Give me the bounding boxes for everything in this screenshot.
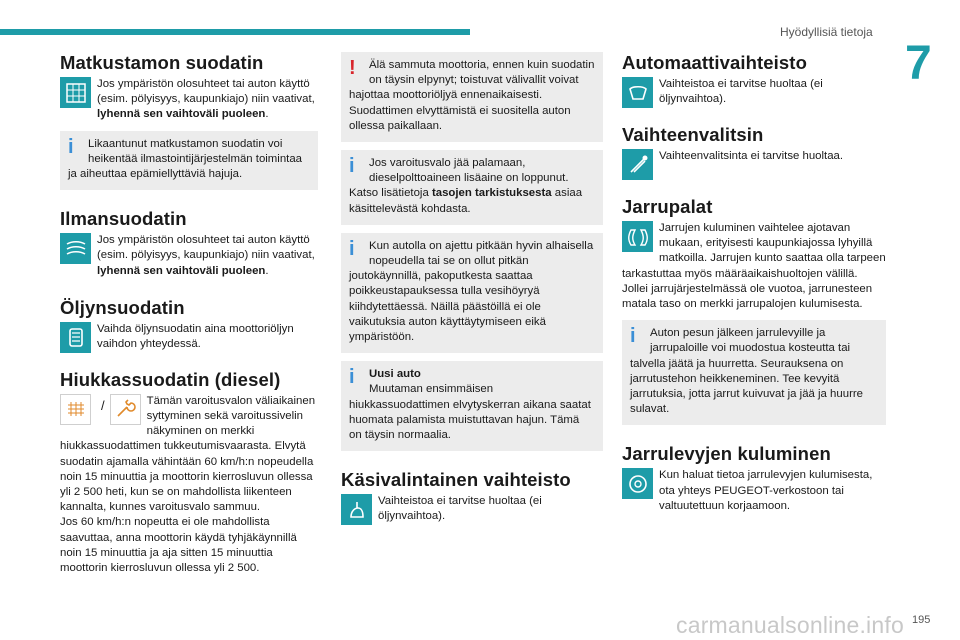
- info-icon: i: [349, 155, 355, 178]
- gearbox-icon: [622, 77, 653, 108]
- particle-filter-title: Hiukkassuodatin (diesel): [60, 368, 281, 390]
- manual-gearbox-title: Käsivalintainen vaihteisto: [341, 469, 571, 491]
- brake-info-box: i Auton pesun jälkeen jarrulevyille ja jarrupaloille voi muodostua kosteutta tai talvella jäätä ja huurretta. Seurauksena on jarrutustehon heikkeneminen. Tee kevyitä jarrutuksia, jotta jarrut kuivuvat ja jää ja huurre sulavat.: [622, 320, 886, 425]
- info-icon: i: [630, 325, 636, 348]
- cabin-filter-info-box: i Likaantunut matkustamon suodatin voi heikentää ilmastointijärjestelmän toimintaa ja aiheuttaa epämiellyttäviä hajuja.: [60, 131, 318, 191]
- info-icon: i: [68, 135, 74, 158]
- air-filter-para: Jos ympäristön olosuhteet tai auton käyttö (esim. pölyisyys, kaupunkiajo) niin vaativat, lyhennä sen vaihtoväli puoleen.: [60, 233, 318, 279]
- engine-warning-box: ! Älä sammuta moottoria, ennen kuin suodatin on täysin elpynyt; toistuvat välivallit voivat hajottaa moottoriöljyä ennenaikaisesti. Suodattimen elvyttämistä ei suositella auton ollessa paikallaan.: [341, 52, 603, 142]
- watermark: carmanualsonline.info: [676, 612, 904, 638]
- oil-filter-title: Öljynsuodatin: [60, 296, 185, 318]
- cabin-filter-title: Matkustamon suodatin: [60, 52, 264, 73]
- icon-separator: /: [101, 397, 105, 413]
- oil-filter-icon: [60, 322, 91, 353]
- header-accent-bar: [0, 29, 470, 35]
- chapter-number: 7: [905, 37, 932, 90]
- section-header: Hyödyllisiä tietoja: [780, 25, 873, 39]
- info-icon: i: [349, 237, 355, 260]
- brake-discs-para: Kun haluat tietoa jarrulevyjen kulumisesta, ota yhteys PEUGEOT-verkostoon tai valtuutettuun korjaamoon.: [622, 468, 886, 514]
- automatic-gearbox-para: Vaihteistoa ei tarvitse huoltaa (ei öljynvaihtoa).: [622, 77, 886, 110]
- brake-disc-icon: [622, 468, 653, 499]
- air-filter-icon: [60, 233, 91, 264]
- additive-info-box: i Jos varoitusvalo jää palamaan, dieselpolttoaineen lisäaine on loppunut. Katso lisätietoja tasojen tarkistuksesta asiaa käsittelevästä kohdasta.: [341, 150, 603, 225]
- info-icon: i: [349, 366, 355, 389]
- brake-pads-title: Jarrupalat: [622, 196, 713, 217]
- gear-selector-title: Vaihteenvalitsin: [622, 124, 764, 145]
- gear-selector-icon: [622, 149, 653, 180]
- particle-filter-warning-icon: [60, 394, 91, 425]
- vapour-info-box: i Kun autolla on ajettu pitkään hyvin alhaisella nopeudella tai se on ollut pitkän joutokäynnillä, pakoputkesta saattaa poikkeustapauksessa tulla vesihöyryä kiihdytettäessä. Näillä päästöillä ei ole vaikutuksia auton käyttäytymiseen eikä ympäristöön.: [341, 233, 603, 353]
- brake-discs-title: Jarrulevyjen kuluminen: [622, 443, 831, 465]
- new-car-info-box: i Uusi auto Muutaman ensimmäisen hiukkassuodattimen elvytyskerran aikana saatat huomata palamista muistuttavan hajun. Tämä on täysin normaalia.: [341, 361, 603, 451]
- warning-icon: !: [349, 57, 356, 79]
- column-3: [622, 52, 886, 514]
- oil-filter-para: Vaihda öljynsuodatin aina moottoriöljyn vaihdon yhteydessä.: [60, 322, 318, 355]
- cabin-filter-icon: [60, 77, 91, 108]
- column-2: [341, 52, 603, 527]
- manual-gearbox-para: Vaihteistoa ei tarvitse huoltaa (ei öljynvaihtoa).: [341, 494, 603, 527]
- air-filter-title: Ilmansuodatin: [60, 208, 187, 230]
- column-1: [60, 52, 318, 576]
- service-wrench-icon: [110, 394, 141, 425]
- cabin-filter-para: Jos ympäristön olosuhteet tai auton käyttö (esim. pölyisyys, kaupunkiajo) niin vaativat, lyhennä sen vaihtoväli puoleen.: [60, 77, 318, 123]
- brake-pad-icon: [622, 221, 653, 252]
- brake-pads-para: Jarrujen kuluminen vaihtelee ajotavan mukaan, erityisesti kaupunkiajossa lyhyillä matkoilla. Jarrujen kunto saattaa olla tarpeen tarkastuttaa myös määräaikaishuoltojen välillä. Jollei jarrujärjestelmässä ole vuotoa, jarrunesteen matala taso on merkki jarrupalojen kulumisesta.: [622, 222, 886, 311]
- automatic-gearbox-title: Automaattivaihteisto: [622, 52, 807, 73]
- gear-selector-para: Vaihteenvalitsinta ei tarvitse huoltaa.: [622, 149, 886, 182]
- gearbox-icon: [341, 494, 372, 525]
- particle-filter-para: / Tämän varoitusvalon väliaikainen syttyminen sekä varoitussivelin näkyminen on merkki hiukkassuodattimen tukkeutumisvaarasta. Elvytä suodatin ajamalla vähintään 60 km/h:n nopeudella noin 15 minuuttia ja moottorin kierrosluvun ollessa yli 2 500 heti, kun se on mahdollista liikenteen kannalta, kunnes varoitusvalo sammuu. Jos 60 km/h:n nopeutta ei ole mahdollista saavuttaa, anna moottorin käydä tyhjäkäynnillä noin 15 minuuttia ja aja sitten 15 minuuttia moottorin kierrosluvun ollessa yli 2 500.: [60, 394, 316, 575]
- page-number: 195: [912, 614, 931, 626]
